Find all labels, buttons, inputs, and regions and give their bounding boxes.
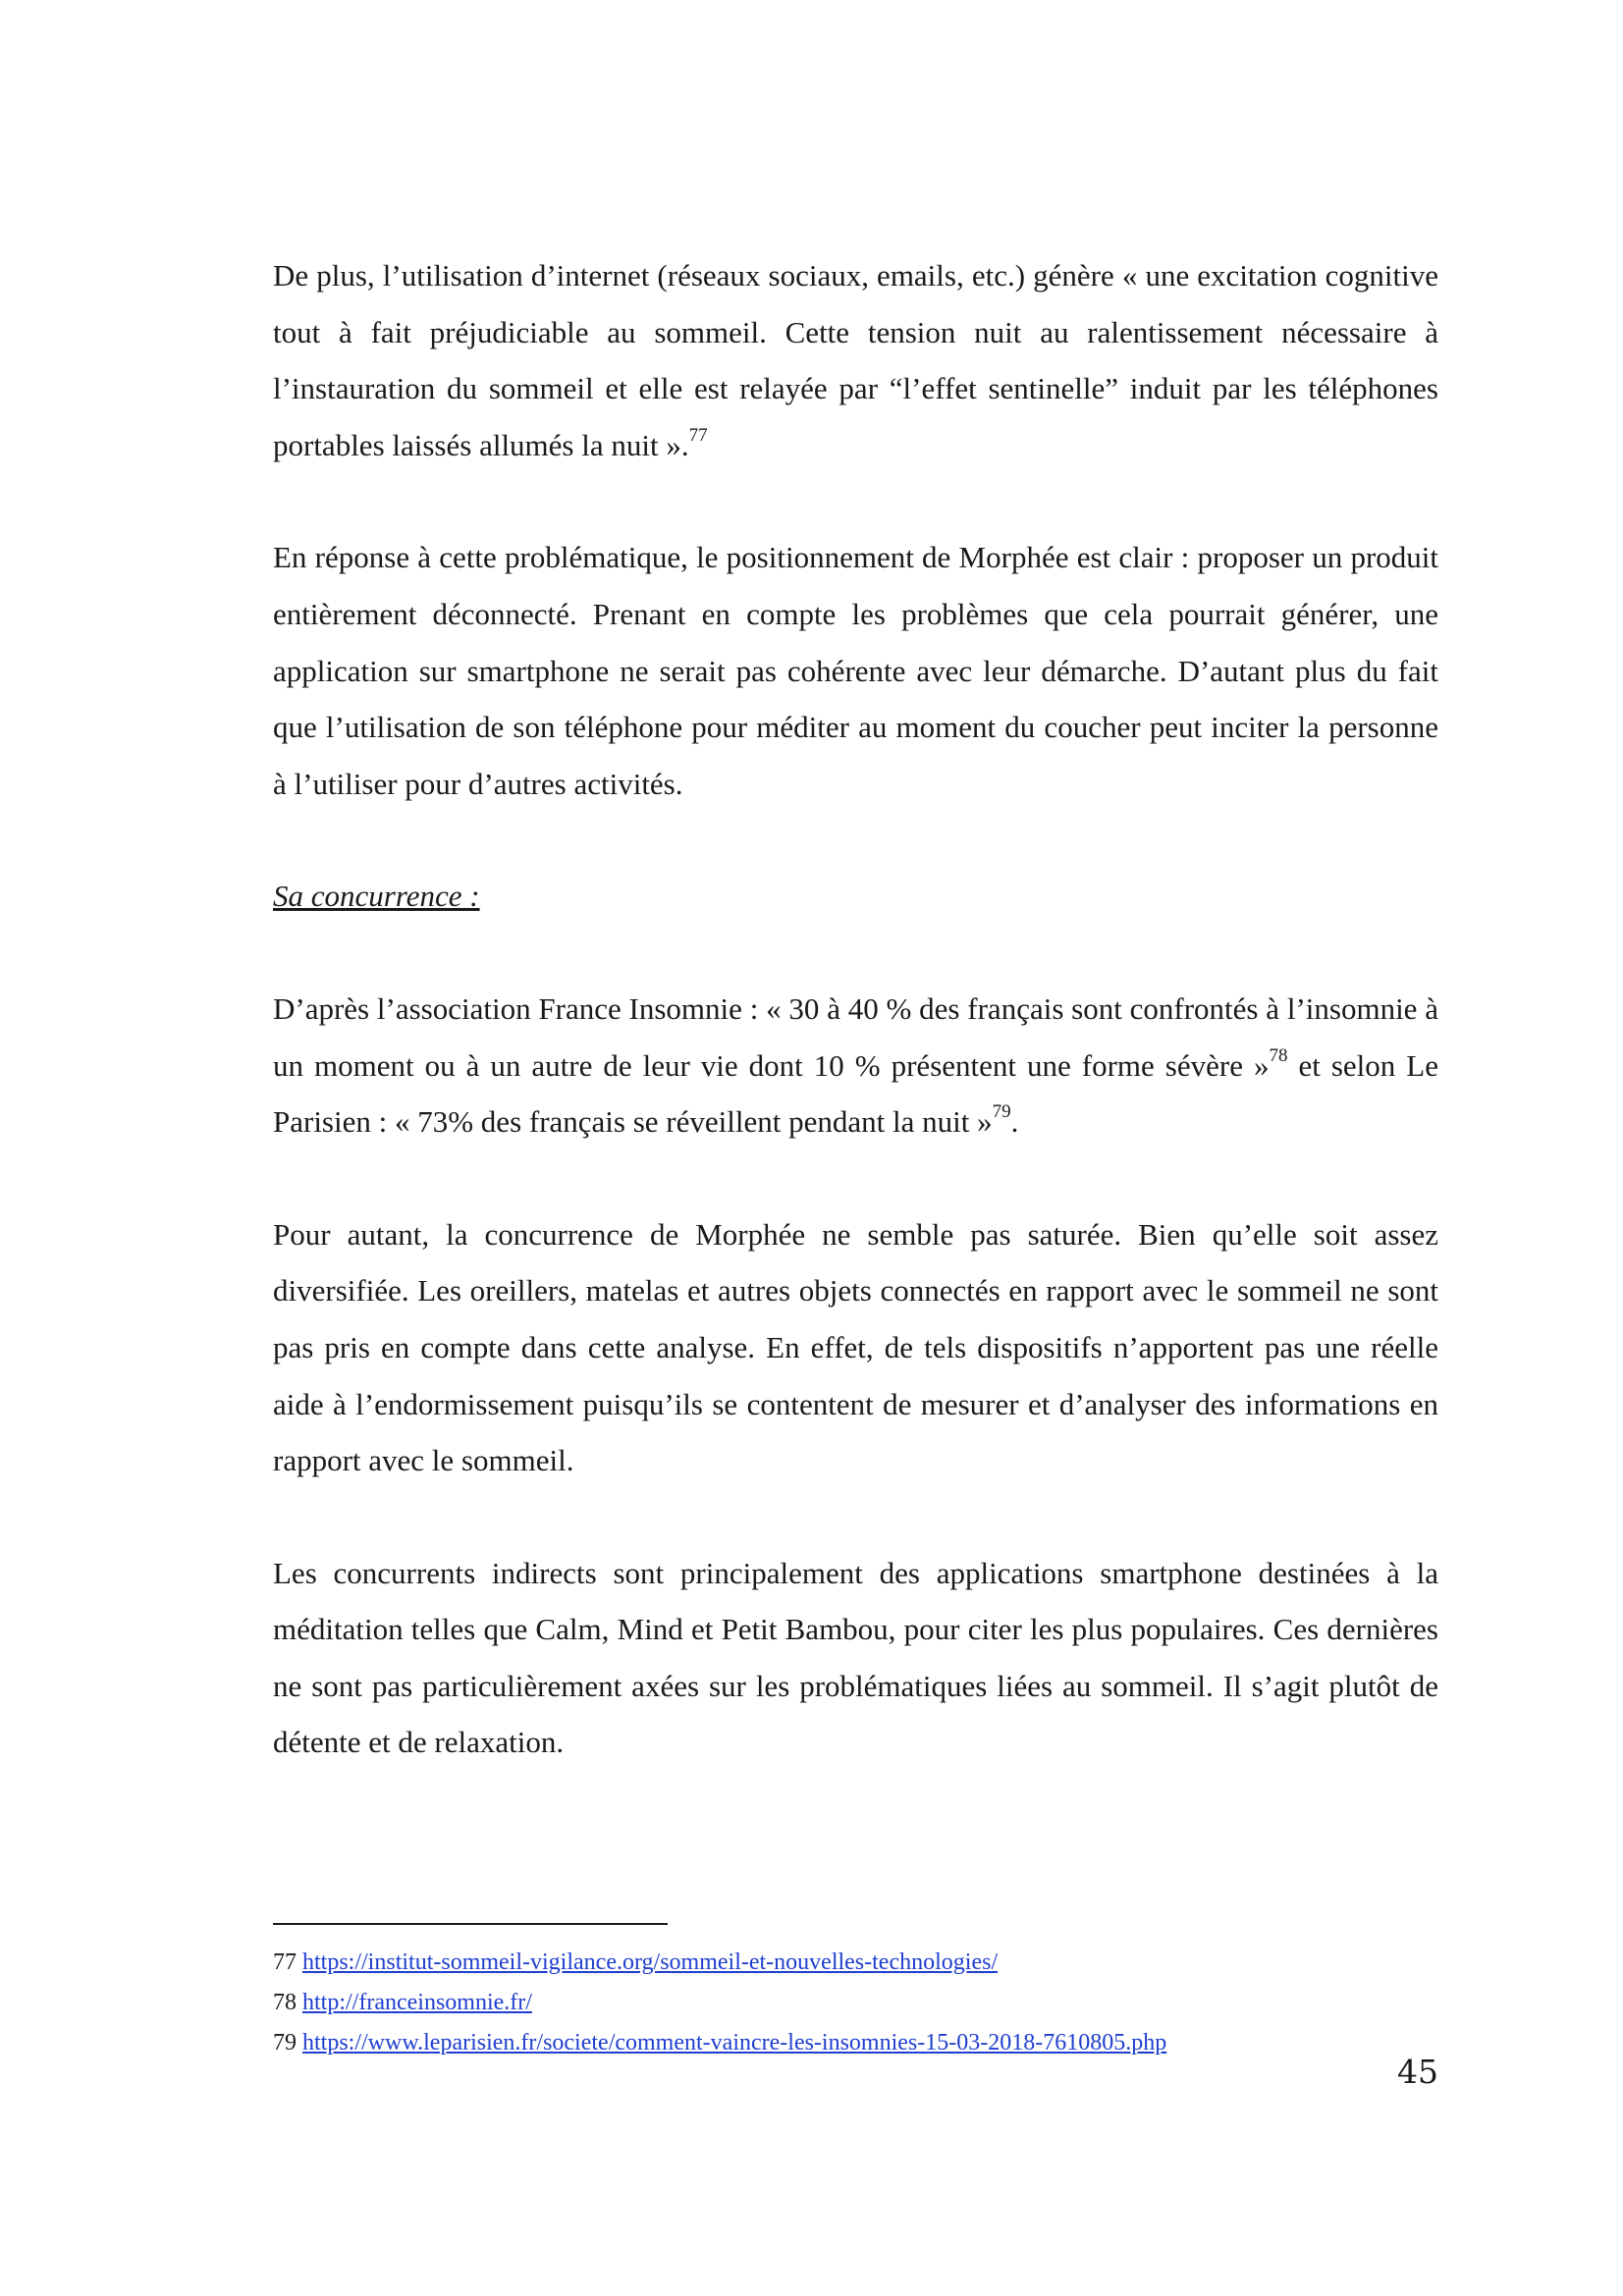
- footnote-link[interactable]: https://institut-sommeil-vigilance.org/sommeil-et-nouvelles-technologies/: [302, 1949, 999, 1975]
- paragraph-internet-text: De plus, l’utilisation d’internet (réseaux sociaux, emails, etc.) génère « une excitation cognitive tout à fait préjudiciable au sommeil. Cette tension nuit au ralentissement nécessaire à l’instauration du sommeil et elle est relayée par “l’effet sentinelle” induit par les téléphones portables laissés allumés la nuit ».: [273, 258, 1438, 462]
- footnote-number: 79: [273, 2030, 297, 2056]
- paragraph-concurrence: Pour autant, la concurrence de Morphée ne semble pas saturée. Bien qu’elle soit assez diversifiée. Les oreillers, matelas et autres objets connectés en rapport avec le sommeil ne sont pas pris en compte dans cette analyse. En effet, de tels dispositifs n’apportent pas une réelle aide à l’endormissement puisqu’ils se contentent de mesurer et d’analyser des informations en rapport avec le sommeil.: [273, 1216, 1438, 1478]
- footnote-ref-79[interactable]: 79: [992, 1101, 1011, 1123]
- footnote-separator: [273, 1923, 668, 1925]
- paragraph-insomnie: [273, 981, 1438, 1150]
- footnote-link[interactable]: https://www.leparisien.fr/societe/comment-vaincre-les-insomnies-15-03-2018-7610805.php: [302, 2030, 1167, 2056]
- footnote-number: 77: [273, 1949, 297, 1975]
- paragraph-concurrents-indirects: Les concurrents indirects sont principalement des applications smartphone destinées à la méditation telles que Calm, Mind et Petit Bambou, pour citer les plus populaires. Ces dernières ne sont pas particulièrement axées sur les problématiques liées au sommeil. Il s’agit plutôt de détente et de relaxation.: [273, 1555, 1438, 1760]
- page-number: 45: [1397, 2053, 1438, 2091]
- paragraph-insomnie-part2: et selon Le Parisien : « 73% des français se réveillent pendant la nuit »: [273, 1047, 1438, 1140]
- paragraph-internet: [273, 247, 1438, 473]
- footnote-77: [273, 1943, 1438, 1983]
- paragraph-positionnement-text: En réponse à cette problématique, le positionnement de Morphée est clair : proposer un produit entièrement déconnecté. Prenant en compte les problèmes que cela pourrait générer, une application sur smartphone ne serait pas cohérente avec leur démarche. D’autant plus du fait que l’utilisation de son téléphone pour méditer au moment du coucher peut inciter la personne à l’utiliser pour d’autres activités.: [273, 540, 1438, 801]
- footnote-ref-77[interactable]: 77: [688, 424, 708, 446]
- footnote-ref-78[interactable]: 78: [1269, 1044, 1288, 1066]
- paragraph-positionnement: [273, 529, 1438, 812]
- footnote-79: [273, 2023, 1438, 2063]
- paragraph-insomnie-part1: D’après l’association France Insomnie : « 30 à 40 % des français sont confrontés à l’insomnie à un moment ou à un autre de leur vie dont 10 % présentent une forme sévère »: [273, 990, 1438, 1083]
- paragraph-insomnie-part3: .: [1010, 1104, 1019, 1140]
- footnote-number: 78: [273, 1990, 297, 2015]
- section-heading: Sa concurrence :: [273, 879, 480, 914]
- footnote-link[interactable]: http://franceinsomnie.fr/: [302, 1990, 532, 2015]
- footnotes: [273, 1943, 1438, 2063]
- footnote-78: [273, 1983, 1438, 2023]
- body-text: [273, 247, 1438, 1827]
